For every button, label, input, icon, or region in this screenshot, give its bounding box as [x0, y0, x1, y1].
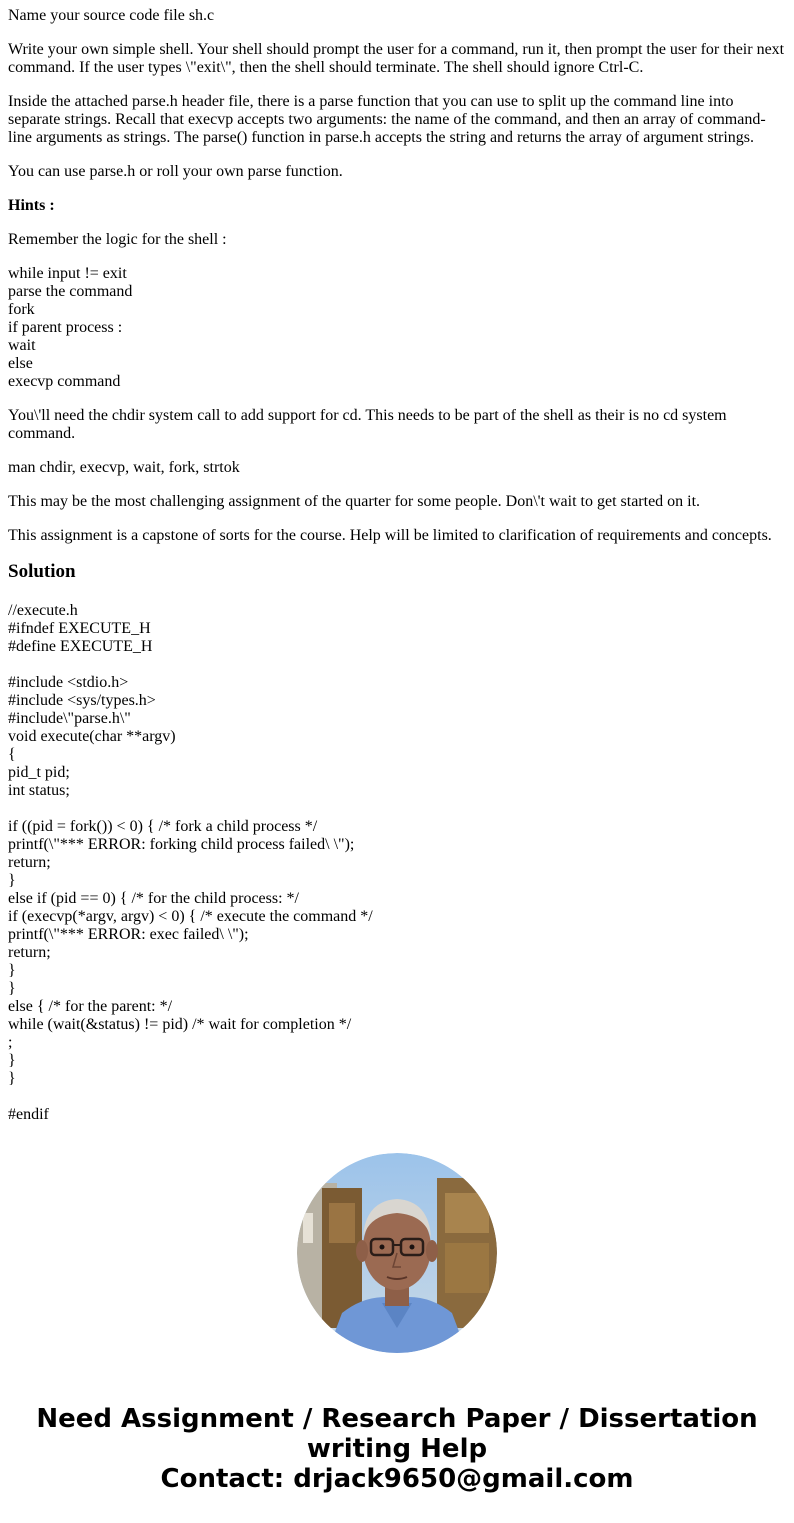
- question-paragraph-3: Inside the attached parse.h header file, there is a parse function that you can use to split up the command line into separate strings. Recall that execvp accepts two arguments: the name of the command, and then an array of command-line arguments as strings. The parse() function in parse.h accepts the string and returns the array of argument strings.: [8, 93, 766, 146]
- code-line: {: [8, 746, 16, 763]
- code-line: else if (pid == 0) { /* for the child process: */: [8, 890, 299, 907]
- question-paragraph-5: You\'ll need the chdir system call to add support for cd. This needs to be part of the shell as their is no cd system command.: [8, 407, 727, 442]
- promo-line-2: writing Help: [306, 1434, 488, 1464]
- code-line: [8, 800, 788, 818]
- logic-line: wait: [8, 337, 36, 354]
- code-line: int status;: [8, 782, 70, 799]
- code-line: #include <stdio.h>: [8, 674, 129, 691]
- code-line: }: [8, 962, 16, 979]
- code-line: [8, 656, 788, 674]
- code-line: }: [8, 1070, 16, 1087]
- question-paragraph-6: man chdir, execvp, wait, fork, strtok: [8, 459, 240, 476]
- code-line: #include\"parse.h\": [8, 710, 131, 727]
- solution-code: [8, 602, 788, 1124]
- code-line: printf(\"*** ERROR: exec failed\ \");: [8, 926, 249, 943]
- code-line: else { /* for the parent: */: [8, 998, 173, 1015]
- logic-line: else: [8, 355, 33, 372]
- logic-line: while input != exit: [8, 265, 127, 282]
- logic-line: parse the command: [8, 283, 133, 300]
- document-body: [8, 7, 788, 1124]
- code-line: #include <sys/types.h>: [8, 692, 156, 709]
- code-line: }: [8, 872, 16, 889]
- code-line: }: [8, 1052, 16, 1069]
- solution-heading: Solution: [8, 561, 76, 582]
- question-paragraph-4: You can use parse.h or roll your own parse function.: [8, 163, 343, 180]
- code-line: [8, 1088, 788, 1106]
- code-line: }: [8, 980, 16, 997]
- logic-list: [8, 265, 788, 391]
- promo-contact-line: Contact: drjack9650@gmail.com: [160, 1464, 634, 1494]
- code-line: if (execvp(*argv, argv) < 0) { /* execute the command */: [8, 908, 373, 925]
- logic-line: if parent process :: [8, 319, 123, 336]
- code-line: #endif: [8, 1106, 49, 1123]
- author-avatar: [297, 1153, 497, 1353]
- promo-line-1: Need Assignment / Research Paper / Dissertation: [36, 1404, 758, 1434]
- author-portrait-image: [297, 1153, 497, 1353]
- promo-banner: [0, 1404, 794, 1494]
- code-line: #define EXECUTE_H: [8, 638, 153, 655]
- question-paragraph-1: Name your source code file sh.c: [8, 7, 215, 24]
- logic-line: execvp command: [8, 373, 121, 390]
- question-paragraph-7: This may be the most challenging assignment of the quarter for some people. Don\'t wait to get started on it.: [8, 493, 701, 510]
- logic-line: fork: [8, 301, 35, 318]
- code-line: while (wait(&status) != pid) /* wait for completion */: [8, 1016, 352, 1033]
- question-paragraph-2: Write your own simple shell. Your shell should prompt the user for a command, run it, then prompt the user for their next command. If the user types \"exit\", then the shell should terminate. The shell should ignore Ctrl-C.: [8, 41, 785, 76]
- code-line: return;: [8, 944, 51, 961]
- code-line: if ((pid = fork()) < 0) { /* fork a child process */: [8, 818, 318, 835]
- code-line: ;: [8, 1034, 13, 1051]
- code-line: return;: [8, 854, 51, 871]
- question-paragraph-8: This assignment is a capstone of sorts for the course. Help will be limited to clarification of requirements and concepts.: [8, 527, 772, 544]
- code-line: pid_t pid;: [8, 764, 70, 781]
- logic-intro: Remember the logic for the shell :: [8, 231, 227, 248]
- code-line: #ifndef EXECUTE_H: [8, 620, 151, 637]
- code-line: printf(\"*** ERROR: forking child process failed\ \");: [8, 836, 355, 853]
- hints-label: Hints :: [8, 197, 55, 214]
- code-line: void execute(char **argv): [8, 728, 176, 745]
- code-line: //execute.h: [8, 602, 78, 619]
